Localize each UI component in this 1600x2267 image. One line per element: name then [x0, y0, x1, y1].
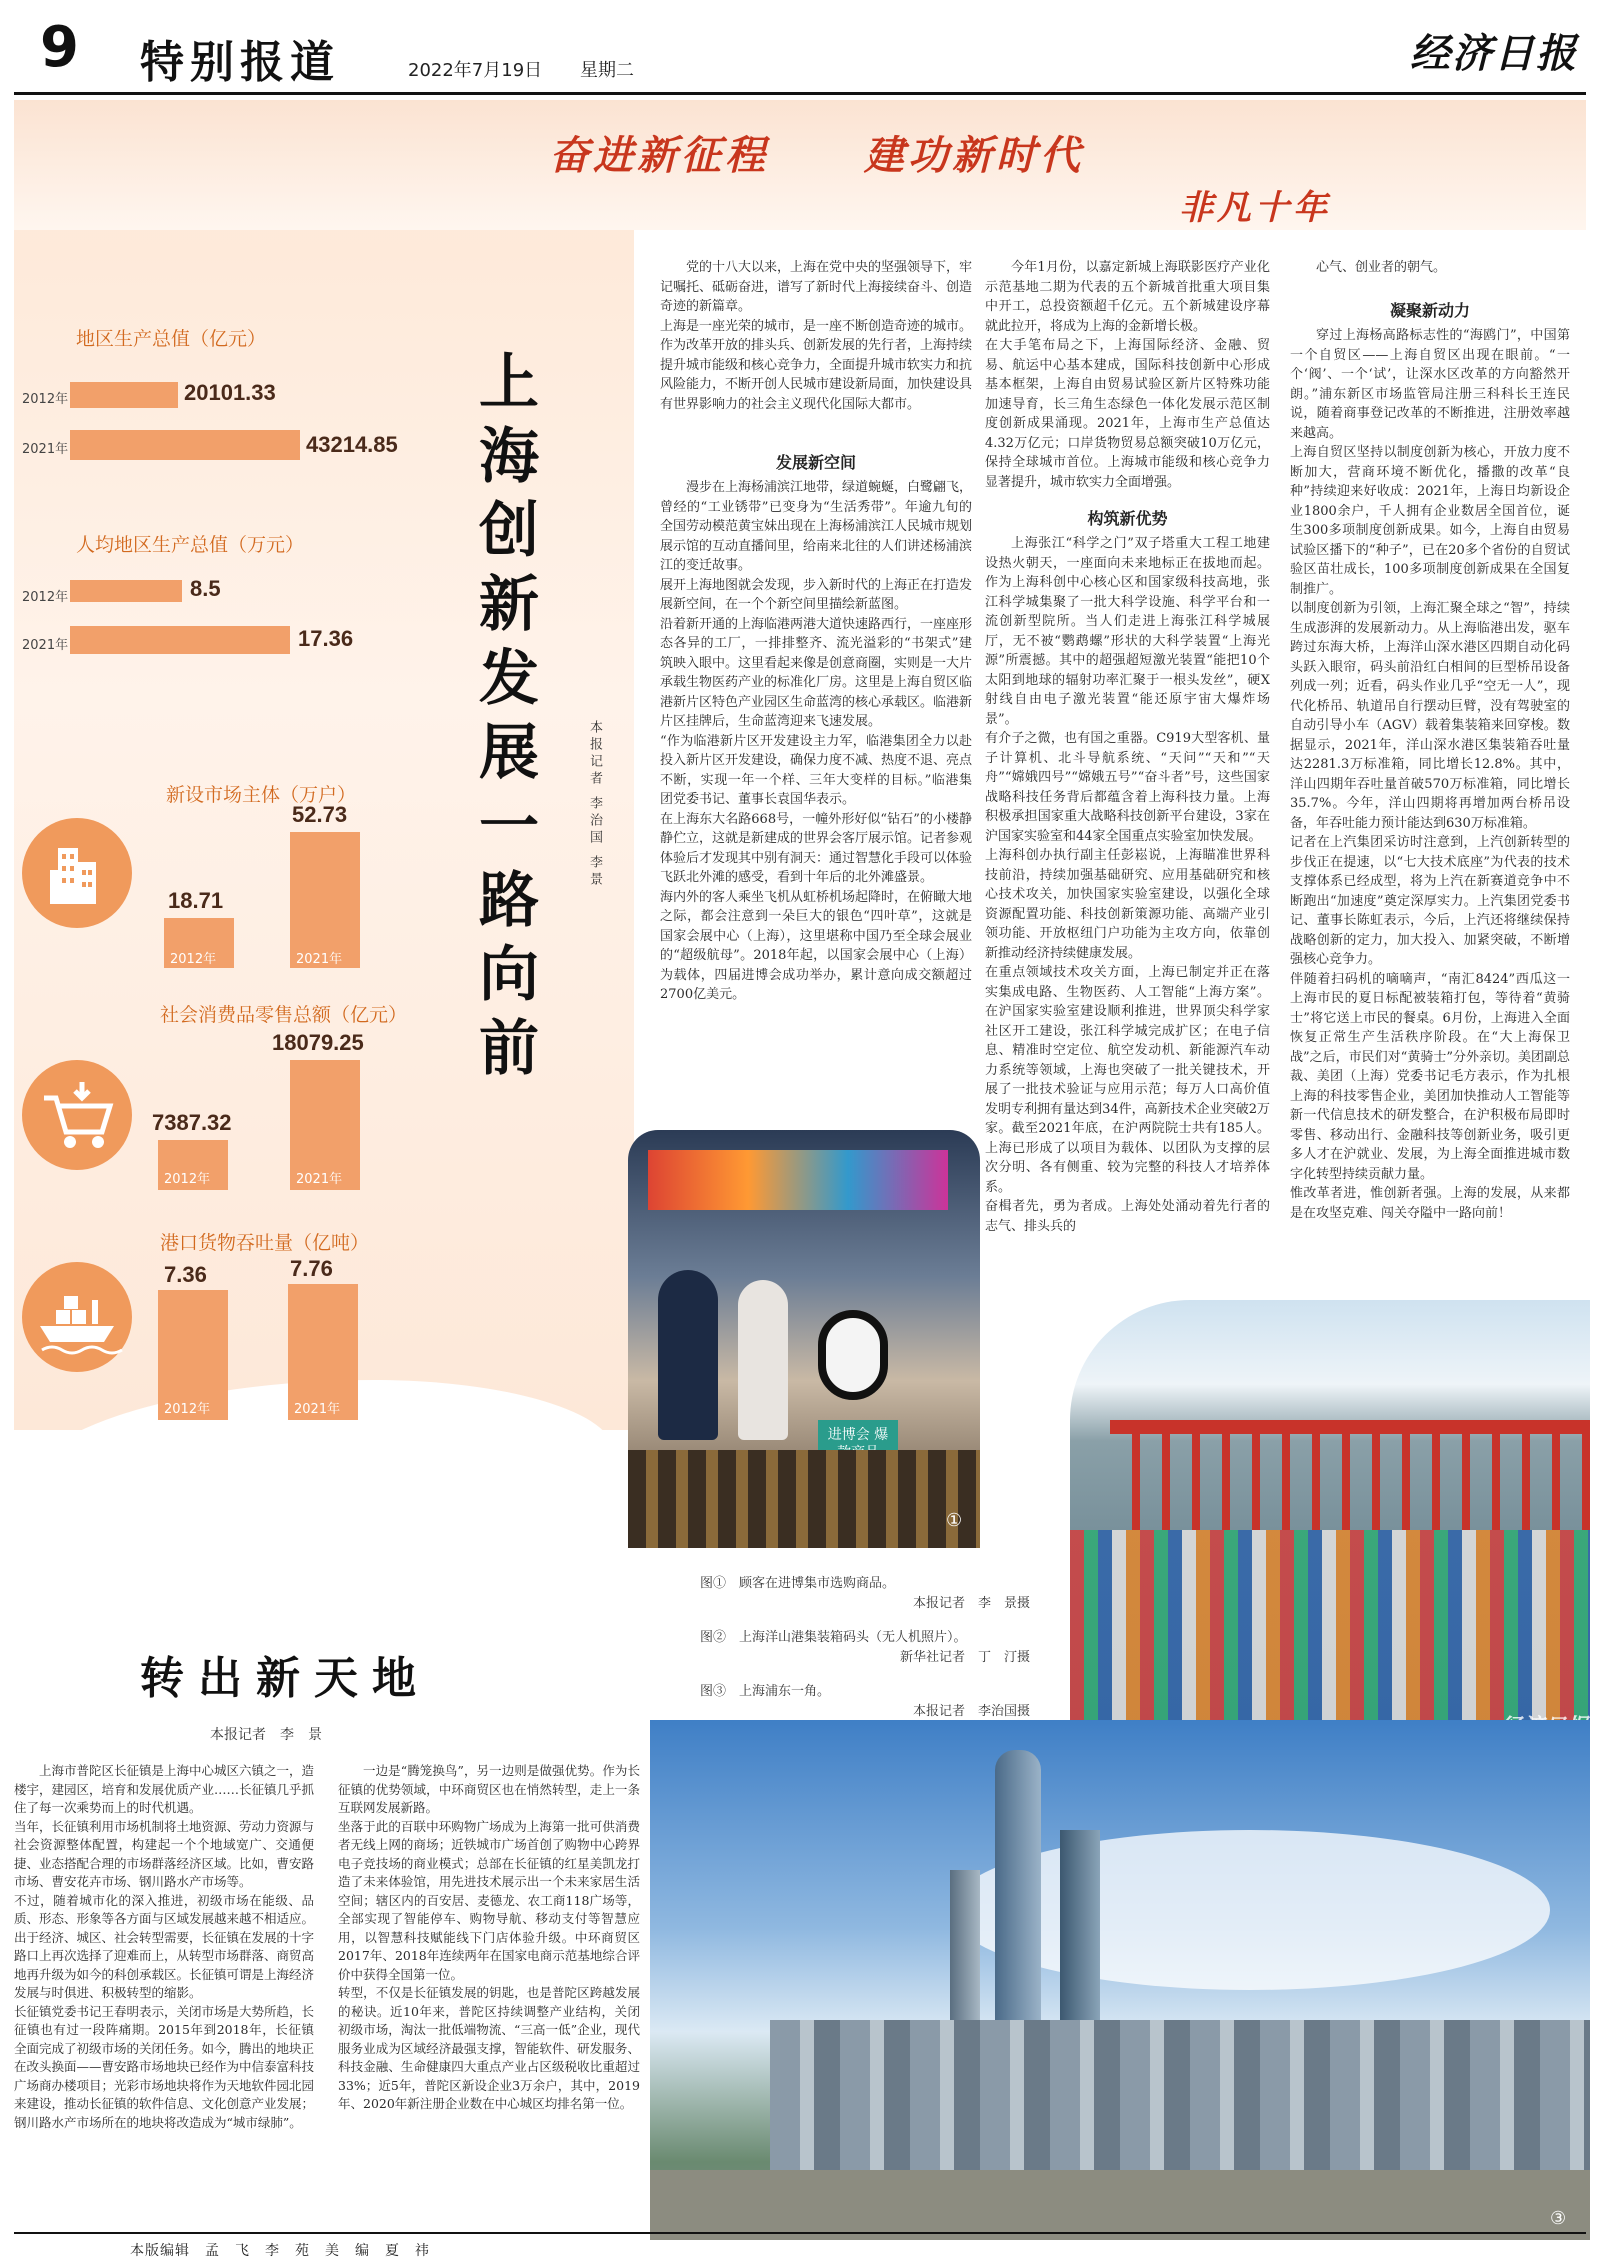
chart-port-title: 港口货物吞吐量（亿吨）: [160, 1232, 370, 1254]
cargo-ship-icon: [22, 1262, 132, 1372]
photo-expo-person-2: [738, 1280, 788, 1440]
issue-date: 2022年7月19日: [408, 60, 543, 81]
banner: [14, 100, 1586, 230]
feature-col1: [14, 1762, 314, 2224]
section-title: 特别报道: [140, 37, 340, 88]
page-number: 9: [40, 15, 79, 80]
chart-gdp-value-0: 20101.33: [184, 380, 276, 405]
chart-market-label-1: 2021年: [296, 952, 343, 967]
masthead-logo: 经济日报: [1410, 30, 1578, 77]
chart-gdp-bar-0: [70, 382, 178, 408]
chart-gdp-label-1: 2021年: [22, 442, 69, 457]
chart-retail-label-1: 2021年: [296, 1172, 343, 1187]
article-col3-lead: [1290, 258, 1570, 280]
chart-percapita-label-1: 2021年: [22, 638, 69, 653]
caption-1: 图① 顾客在进博集市选购商品。: [700, 1576, 896, 1591]
photo-expo-shelf: [628, 1450, 980, 1548]
photo-expo-banner: [648, 1150, 948, 1210]
feature-col2: [338, 1762, 640, 2224]
photo-port-cranes: [1110, 1420, 1590, 1530]
article-col1-body: [660, 478, 972, 1104]
chart-gdp-bar-1: [70, 430, 300, 460]
footer-rule: [14, 2232, 1586, 2234]
subhead-3: 凝聚新动力: [1389, 301, 1470, 320]
caption-2: 图② 上海洋山港集装箱码头（无人机照片）。: [700, 1630, 967, 1645]
chart-market-title: 新设市场主体（万户）: [166, 784, 357, 806]
photo-yangshan-port: [1070, 1300, 1590, 1770]
feature-title: 转出新天地: [140, 1653, 430, 1704]
chart-percapita-bar-0: [70, 580, 182, 602]
article-col2-lead-text: 今年1月份，以嘉定新城上海联影医疗产业化示范基地二期为代表的五个新城首批重大项目集中开工，总投资额超千亿元。五个新城建设序幕就此拉开，将成为上海的金新增长极。 在大手笔布局之下，上海国际经济、金融、贸易、航运中心基本建成，国际科技创新中心形成基本框架，上海自由贸易试验区新片区特殊功能加速导育，长三角生态绿色一体化发展示范区制度创新成果涌现。2021年，上海市生产总值达4.32万亿元；口岸货物贸易总额突破10万亿元，保持全球城市首位。上海城市能级和核心竞争力显著提升，城市软实力全面增强。: [985, 260, 1270, 490]
subhead-2: 构筑新优势: [1087, 509, 1168, 528]
chart-gdp-title: 地区生产总值（亿元）: [76, 328, 267, 350]
chart-market-value-0: 18.71: [168, 888, 224, 913]
article-col1-lead: [660, 258, 972, 434]
feature-byline: 本报记者 李 景: [210, 1727, 322, 1743]
chart-retail-value-0: 7387.32: [152, 1110, 232, 1135]
chart-percapita-bar-1: [70, 626, 290, 654]
caption-1-credit: 本报记者 李 景摄: [912, 1596, 1030, 1611]
feature-col2-text: 一边是“腾笼换鸟”，另一边则是做强优势。作为长征镇的优势领域，中环商贸区也在悄然转型，走上一条互联网发展新路。 坐落于此的百联中环购物广场成为上海第一批可供消费者无线上网的商场；近铁城市广场首创了购物中心跨界电子竞技场的商业模式；总部在长征镇的红星美凯龙打造了未来体验馆，用先进技术展示出一个未来家居生活空间；辖区内的百安居、麦德龙、农工商118广场等，全部实现了智能停车、购物导航、移动支付等智慧应用，以智慧科技赋能线下门店体验升级。中环商贸区2017年、2018年连续两年在国家电商示范基地综合评价中获得全国第一位。 转型，不仅是长征镇发展的钥匙，也是普陀区跨越发展的秘诀。近10年来，普陀区持续调整产业结构，关闭初级市场，淘汰一批低端物流、“三高一低”企业，现代服务业成为区域经济最强支撑，智能软件、研发服务、科技金融、生命健康四大重点产业占区级税收比重超过33%；近5年，普陀区新设企业3万余户，其中，2019年、2020年新注册企业数在中心城区均排名第一位。: [338, 1763, 640, 2111]
photo-expo-person-1: [658, 1270, 718, 1440]
chart-percapita-value-0: 8.5: [190, 576, 221, 601]
chart-market-label-0: 2012年: [170, 952, 217, 967]
feature-col1-text: 上海市普陀区长征镇是上海中心城区六镇之一，造楼宇，建园区，培育和发展优质产业……长征镇几乎抓住了每一次乘势而上的时代机遇。 当年，长征镇利用市场机制将土地资源、劳动力资源与社会资源整体配置，构建起一个个地域宽广、交通便捷、业态搭配合理的市场群落经济区域。比如，曹安路市场、曹安花卉市场、钢川路水产市场等。 不过，随着城市化的深入推进，初级市场在能级、品质、形态、形象等各方面与区域发展越来越不相适应。出于经济、城区、社会转型需要，长征镇在发展的十字路口上再次选择了迎难而上，从转型市场群落、商贸高地再升级为如今的科创承载区。长征镇可谓是上海经济发展与时俱进、积极转型的缩影。 长征镇党委书记王春明表示，关闭市场是大势所趋，长征镇也有过一段阵痛期。2015年到2018年，长征镇全面完成了初级市场的关闭任务。如今，腾出的地块正在改头换面——曹安路市场地块已经作为中信泰富科技广场商办楼项目；光彩市场地块将作为天地软件园北园来建设，推动长征镇的软件信息、文化创意产业发展；钢川路水产市场所在的地块将改造成为“城市绿肺”。: [14, 1763, 315, 2130]
chart-gdp-label-0: 2012年: [22, 392, 69, 407]
captions: [700, 1574, 1030, 1722]
banner-slogan-2: 建功新时代: [864, 133, 1084, 179]
caption-3: 图③ 上海浦东一角。: [700, 1684, 831, 1699]
chart-port-label-0: 2012年: [164, 1402, 211, 1417]
page-header: [0, 0, 1600, 92]
chart-percapita-value-1: 17.36: [298, 626, 354, 651]
main-headline: 上海创新发展一路向前: [469, 350, 539, 1090]
photo-1-number: ①: [946, 1510, 963, 1531]
chart-percapita-title: 人均地区生产总值（万元）: [76, 534, 305, 556]
article-col3-lead-text: 心气、创业者的朝气。: [1316, 260, 1447, 275]
article-col2-body-text: 上海张江“科学之门”双子塔重大工程工地建设热火朝天，一座面向未来地标正在拔地而起。作为上海科创中心核心区和国家级科技高地，张江科学城集聚了一批大科学设施、科学平台和一流创新型院所。当人们走进上海张江科学城展厅，无不被“鹦鹉螺”形状的大科学装置“上海光源”所震撼。其中的超强超短激光装置“能把10个太阳到地球的辐射功率汇聚于一根头发丝”，硬X射线自由电子激光装置“能还原宇宙大爆炸场景”。 有介子之微，也有国之重器。C919大型客机、量子计算机、北斗导航系统、“天问”“天和”“天舟”“嫦娥四号”“嫦娥五号”“奋斗者”号，这些国家战略科技任务背后都蕴含着上海科技力量。上海积极承担国家重大战略科技创新平台建设，3家在沪国家实验室和44家全国重点实验室加快发展。 上海科创办执行副主任彭崧说，上海瞄准世界科技前沿，持续加强基础研究、应用基础研究和核心技术攻关，加快国家实验室建设，以强化全球资源配置功能、科技创新策源功能、高端产业引领功能、开放枢纽门户功能为主攻方向，依靠创新推动经济持续健康发展。 在重点领域技术攻关方面，上海已制定并正在落实集成电路、生物医药、人工智能“上海方案”。在沪国家实验室建设顺利推进，世界顶尖科学家社区开工建设，张江科学城完成扩区；在电子信息、精准时空定位、航空发动机、新能源汽车动力系统等领域，上海也突破了一批关键技术，开展了一批技术验证与应用示范；每万人口高价值发明专利拥有量达到34件，高新技术企业突破2万家。截至2021年底，在沪两院院士共有185人。上海已形成了以项目为载体、以团队为支撑的层次分明、各有侧重、较为完整的科技人才培养体系。 奋楫者先，勇为者成。上海处处涌动着先行者的志气、排头兵的: [985, 536, 1270, 1234]
caption-3-credit: 本报记者 李治国摄: [912, 1704, 1030, 1719]
chart-market-value-1: 52.73: [292, 802, 348, 827]
photo-expo-panda: [818, 1310, 888, 1400]
chart-percapita-label-0: 2012年: [22, 590, 69, 605]
banner-slogan-1: 奋进新征程: [549, 133, 769, 179]
caption-2-credit: 新华社记者 丁 汀摄: [899, 1650, 1030, 1665]
photo-buildings: [770, 2020, 1590, 2170]
shopping-cart-icon: [22, 1060, 132, 1170]
chart-retail-title: 社会消费品零售总额（亿元）: [160, 1004, 408, 1026]
photo-river: [650, 2170, 1590, 2240]
chart-port-value-1: 7.76: [290, 1256, 333, 1281]
building-icon: [22, 818, 132, 928]
main-byline: 本报记者 李治国 李景: [587, 720, 602, 890]
article-col3-body-text: 穿过上海杨高路标志性的“海鸥门”，中国第一个自贸区——上海自贸区出现在眼前。“一个‘阀’、一个‘试’，让深水区改革的方向豁然开朗。”浦东新区市场监管局注册三科科长王连民说，随着商事登记改革的不断推进，注册效率越来越高。 上海自贸区坚持以制度创新为核心，开放力度不断加大，营商环境不断优化，播撒的改革“良种”持续迎来好收成：2021年，上海日均新设企业1800余户，千人拥有企业数居全国首位，诞生300多项制度创新成果。如今，上海自由贸易试验区播下的“种子”，已在20多个省份的自贸试验区苗壮成长，100多项制度创新成果在全国复制推广。 以制度创新为引领，上海汇聚全球之“智”，持续生成澎湃的发展新动力。从上海临港出发，驱车跨过东海大桥，上海洋山深水港区四期自动化码头跃入眼帘，码头前沿红白相间的巨型桥吊设备列成一列；近看，码头作业几乎“空无一人”，现代化桥吊、轨道吊自行摆动巨臂，没有驾驶室的自动引导小车（AGV）载着集装箱来回穿梭。数据显示，2021年，洋山深水港区集装箱吞吐量达2281.3万标准箱，同比增长12.8%。其中，洋山四期年吞吐量首破570万标准箱，同比增长35.7%。今年，洋山四期将再增加两台桥吊设备，年吞吐能力预计能达到630万标准箱。 记者在上汽集团采访时注意到，上汽创新转型的步伐正在提速，以“七大技术底座”为代表的技术支撑体系已经成型，将为上汽在新赛道竞争中不断跑出“加速度”奠定深厚实力。上汽集团党委书记、董事长陈虹表示，今后，上汽还将继续保持战略创新的定力，加大投入、加紧突破，不断增强核心竞争力。 伴随着扫码机的嘀嘀声，“南汇8424”西瓜这一上海市民的夏日标配被装箱打包，等待着“黄骑士”将它送上市民的餐桌。6月份，上海进入全面恢复正常生产生活秩序阶段。在“大上海保卫战”之后，市民们对“黄骑士”分外亲切。美团副总裁、美团（上海）党委书记毛方表示，作为扎根上海的科技零售企业，美团加快推动人工智能等新一代信息技术的研发整合，在沪积极布局即时零售、移动出行、金融科技等创新业务，吸引更多人才在沪就业、发展，为上海全面推进城市数字化转型持续贡献力量。 惟改革者进，惟创新者强。上海的发展，从来都是在攻坚克难、闯关夺隘中一路向前！: [1290, 328, 1570, 1221]
photo-port-crane-beam: [1110, 1420, 1590, 1434]
article-col2-lead: [985, 258, 1270, 490]
chart-port-label-1: 2021年: [294, 1402, 341, 1417]
article-col1-lead-text: 党的十八大以来，上海在党中央的坚强领导下，牢记嘱托、砥砺奋进，谱写了新时代上海接续奋斗、创造奇迹的新篇章。 上海是一座光荣的城市，是一座不断创造奇迹的城市。作为改革开放的排头兵、创新发展的先行者，上海持续提升城市能级和核心竞争力，全面提升城市软实力和抗风险能力，不断开创人民城市建设新局面，加快建设具有世界影响力的社会主义现代化国际大都市。: [660, 260, 973, 412]
article-col2-body: [985, 534, 1270, 1234]
photo-pudong-skyline: [650, 1720, 1590, 2240]
photo-expo-sign: 进博会 爆: [818, 1420, 898, 1476]
footer-editors: 本版编辑 孟 飞 李 苑 美 编 夏 祎: [130, 2243, 430, 2259]
article-col1-body-text: 漫步在上海杨浦滨江地带，绿道蜿蜒，白鹭翩飞，曾经的“工业锈带”已变身为“生活秀带”。年逾九旬的全国劳动模范黄宝妹出现在上海杨浦滨江人民城市规划展示馆的互动直播间里，给南来北往的人们讲述杨浦滨江的变迁故事。 展开上海地图就会发现，步入新时代的上海正在打造发展新空间，在一个个新空间里描绘新蓝图。 沿着新开通的上海临港两港大道快速路西行，一座座形态各异的工厂，一排排整齐、流光溢彩的“书架式”建筑映入眼中。这里看起来像是创意商圈，实则是一大片承载生物医药产业的标准化厂房。这里是上海自贸区临港新片区特色产业园区生命蓝湾的核心承载区。临港新片区挂牌后，生命蓝湾迎来飞速发展。 “作为临港新片区开发建设主力军，临港集团全力以赴投入新片区开发建设，确保力度不减、热度不退、亮点不断，实现一年一个样、三年大变样的目标。”临港集团党委书记、董事长袁国华表示。 在上海东大名路668号，一幢外形好似“钻石”的小楼静静伫立，这就是新建成的世界会客厅展示馆。记者参观体验后才发现其中别有洞天：通过智慧化手段可以体验飞跃北外滩的感受，看到十年后的北外滩盛景。 海内外的客人乘坐飞机从虹桥机场起降时，在俯瞰大地之际，都会注意到一朵巨大的银色“四叶草”，这就是国家会展中心（上海），这里堪称中国乃至全球会展业的“超级航母”。2018年起，以国家会展中心（上海）为载体，四届进博会成功举办，累计意向成交额超过2700亿美元。: [660, 480, 973, 1002]
chart-retail-value-1: 18079.25: [272, 1030, 364, 1055]
issue-weekday: 星期二: [580, 60, 634, 81]
chart-retail-label-0: 2012年: [164, 1172, 211, 1187]
header-rule: [14, 92, 1586, 95]
chart-gdp-value-1: 43214.85: [306, 432, 398, 457]
banner-tag: 非凡十年: [1179, 188, 1331, 228]
subhead-1: 发展新空间: [775, 453, 856, 472]
chart-port-value-0: 7.36: [164, 1262, 207, 1287]
photo-expo-shoppers: [628, 1130, 980, 1548]
article-col3-body: [1290, 326, 1570, 1326]
photo-3-number: ③: [1550, 2208, 1567, 2229]
